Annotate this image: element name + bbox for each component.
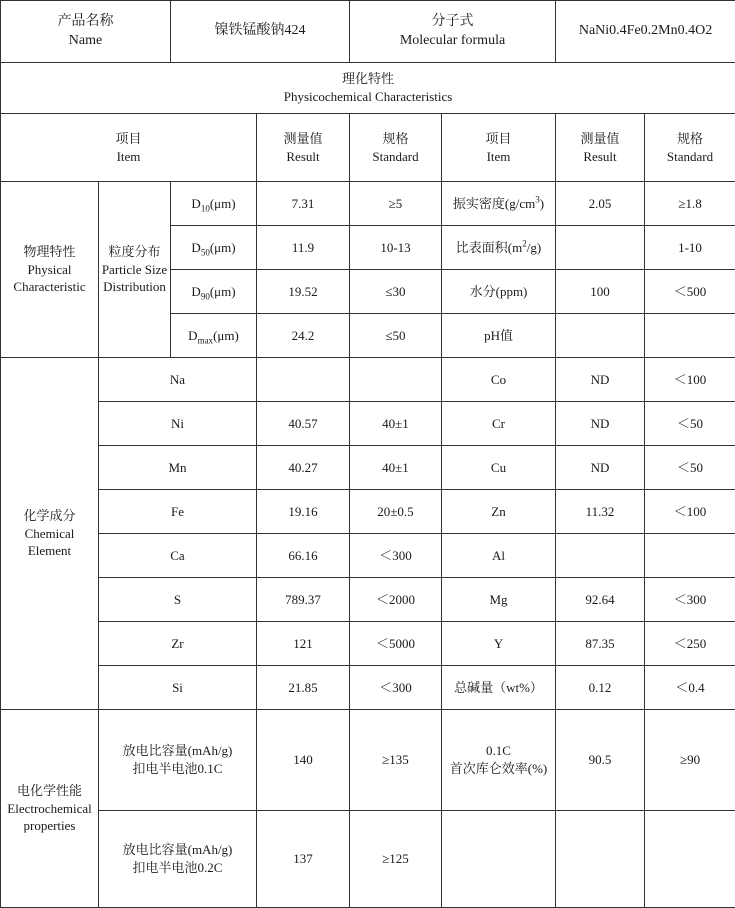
element2-result: ND bbox=[556, 446, 645, 490]
element-result: 121 bbox=[257, 622, 350, 666]
element2-standard: ＜100 bbox=[645, 358, 735, 402]
d90-standard: ≤30 bbox=[350, 270, 442, 314]
element2-standard: ＜100 bbox=[645, 490, 735, 534]
electrochemical-group-label: 电化学性能 Electrochemical properties bbox=[1, 710, 99, 908]
table-row bbox=[1, 446, 735, 490]
element2-result: ND bbox=[556, 402, 645, 446]
surface-area-standard: 1-10 bbox=[645, 226, 735, 270]
element-label: Na bbox=[99, 358, 257, 402]
capacity-02c-label: 放电比容量(mAh/g) 扣电半电池0.2C bbox=[99, 811, 257, 908]
element-standard: ＜300 bbox=[350, 534, 442, 578]
element-result: 789.37 bbox=[257, 578, 350, 622]
surface-area-result bbox=[556, 226, 645, 270]
element2-standard: ＜250 bbox=[645, 622, 735, 666]
name-label: 产品名称 Name bbox=[1, 1, 171, 63]
empty-cell bbox=[442, 811, 556, 908]
element-label: Zr bbox=[99, 622, 257, 666]
element2-result: 0.12 bbox=[556, 666, 645, 710]
table-row bbox=[1, 710, 735, 811]
product-name: 镍铁锰酸钠424 bbox=[171, 1, 350, 63]
table-row bbox=[1, 666, 735, 710]
element-result: 40.57 bbox=[257, 402, 350, 446]
element-standard: ＜2000 bbox=[350, 578, 442, 622]
col-item2-header: 项目 Item bbox=[442, 114, 556, 182]
element-standard: 40±1 bbox=[350, 446, 442, 490]
ph-standard bbox=[645, 314, 735, 358]
capacity-02c-result: 137 bbox=[257, 811, 350, 908]
coulombic-efficiency-result: 90.5 bbox=[556, 710, 645, 811]
capacity-01c-result: 140 bbox=[257, 710, 350, 811]
dmax-label: $D_{max}(\mu m)$ bbox=[171, 314, 257, 358]
tap-density-label: 振实密度$(g/cm^3)$ bbox=[442, 182, 556, 226]
col-item-header: 项目 Item bbox=[1, 114, 257, 182]
element2-standard: ＜0.4 bbox=[645, 666, 735, 710]
d10-label: $D_{10}(\mu m)$ bbox=[171, 182, 257, 226]
capacity-01c-label: 放电比容量(mAh/g) 扣电半电池0.1C bbox=[99, 710, 257, 811]
col-standard-header: 规格 Standard bbox=[350, 114, 442, 182]
col-standard2-header: 规格 Standard bbox=[645, 114, 735, 182]
coulombic-efficiency-standard: ≥90 bbox=[645, 710, 735, 811]
col-result2-header: 测量值 Result bbox=[556, 114, 645, 182]
ph-label: pH值 bbox=[442, 314, 556, 358]
ph-result bbox=[556, 314, 645, 358]
d90-result: 19.52 bbox=[257, 270, 350, 314]
element2-result: 87.35 bbox=[556, 622, 645, 666]
element-label: Si bbox=[99, 666, 257, 710]
element2-standard: ＜50 bbox=[645, 402, 735, 446]
element-label: Fe bbox=[99, 490, 257, 534]
capacity-01c-standard: ≥135 bbox=[350, 710, 442, 811]
d90-label: $D_{90}(\mu m)$ bbox=[171, 270, 257, 314]
element-standard: 20±0.5 bbox=[350, 490, 442, 534]
empty-cell bbox=[556, 811, 645, 908]
psd-label: 粒度分布 Particle Size Distribution bbox=[99, 182, 171, 358]
element2-label: Zn bbox=[442, 490, 556, 534]
table-row bbox=[1, 402, 735, 446]
section-title-row bbox=[1, 63, 735, 114]
element2-label: Cu bbox=[442, 446, 556, 490]
physical-group-label: 物理特性 Physical Characteristic bbox=[1, 182, 99, 358]
chemical-group-label: 化学成分 Chemical Element bbox=[1, 358, 99, 710]
col-result-header: 测量值 Result bbox=[257, 114, 350, 182]
d50-label: $D_{50}(\mu m)$ bbox=[171, 226, 257, 270]
capacity-02c-standard: ≥125 bbox=[350, 811, 442, 908]
element2-standard bbox=[645, 534, 735, 578]
element-standard: 40±1 bbox=[350, 402, 442, 446]
surface-area-label: 比表面积$(m^2/g)$ bbox=[442, 226, 556, 270]
d10-result: 7.31 bbox=[257, 182, 350, 226]
formula-value: NaNi0.4Fe0.2Mn0.4O2 bbox=[556, 1, 735, 63]
element-standard bbox=[350, 358, 442, 402]
element-label: Ca bbox=[99, 534, 257, 578]
tap-density-result: 2.05 bbox=[556, 182, 645, 226]
element-label: Ni bbox=[99, 402, 257, 446]
table-row bbox=[1, 811, 735, 908]
element-result: 40.27 bbox=[257, 446, 350, 490]
d50-result: 11.9 bbox=[257, 226, 350, 270]
section-title: 理化特性 Physicochemical Characteristics bbox=[1, 63, 735, 114]
element-standard: ＜300 bbox=[350, 666, 442, 710]
tap-density-standard: ≥1.8 bbox=[645, 182, 735, 226]
element2-label: Y bbox=[442, 622, 556, 666]
element2-standard: ＜50 bbox=[645, 446, 735, 490]
element-label: Mn bbox=[99, 446, 257, 490]
element2-result: 92.64 bbox=[556, 578, 645, 622]
coulombic-efficiency-label: 0.1C 首次库仑效率(%) bbox=[442, 710, 556, 811]
formula-label: 分子式 Molecular formula bbox=[350, 1, 556, 63]
table-row bbox=[1, 182, 735, 226]
element-result bbox=[257, 358, 350, 402]
element2-result: 11.32 bbox=[556, 490, 645, 534]
element-label: S bbox=[99, 578, 257, 622]
d10-standard: ≥5 bbox=[350, 182, 442, 226]
dmax-result: 24.2 bbox=[257, 314, 350, 358]
element2-label: Mg bbox=[442, 578, 556, 622]
table-row bbox=[1, 622, 735, 666]
element2-standard: ＜300 bbox=[645, 578, 735, 622]
element2-label: Al bbox=[442, 534, 556, 578]
table-row bbox=[1, 490, 735, 534]
moisture-result: 100 bbox=[556, 270, 645, 314]
element-standard: ＜5000 bbox=[350, 622, 442, 666]
moisture-label: 水分(ppm) bbox=[442, 270, 556, 314]
element2-label: Co bbox=[442, 358, 556, 402]
d50-standard: 10-13 bbox=[350, 226, 442, 270]
table-row bbox=[1, 358, 735, 402]
element2-result: ND bbox=[556, 358, 645, 402]
element2-result bbox=[556, 534, 645, 578]
element2-label: 总碱量（wt%） bbox=[442, 666, 556, 710]
element2-label: Cr bbox=[442, 402, 556, 446]
empty-cell bbox=[645, 811, 735, 908]
element-result: 66.16 bbox=[257, 534, 350, 578]
element-result: 21.85 bbox=[257, 666, 350, 710]
moisture-standard: ＜500 bbox=[645, 270, 735, 314]
dmax-standard: ≤50 bbox=[350, 314, 442, 358]
table-row bbox=[1, 578, 735, 622]
table-row bbox=[1, 534, 735, 578]
header-row bbox=[1, 1, 735, 63]
column-header-row bbox=[1, 114, 735, 182]
element-result: 19.16 bbox=[257, 490, 350, 534]
